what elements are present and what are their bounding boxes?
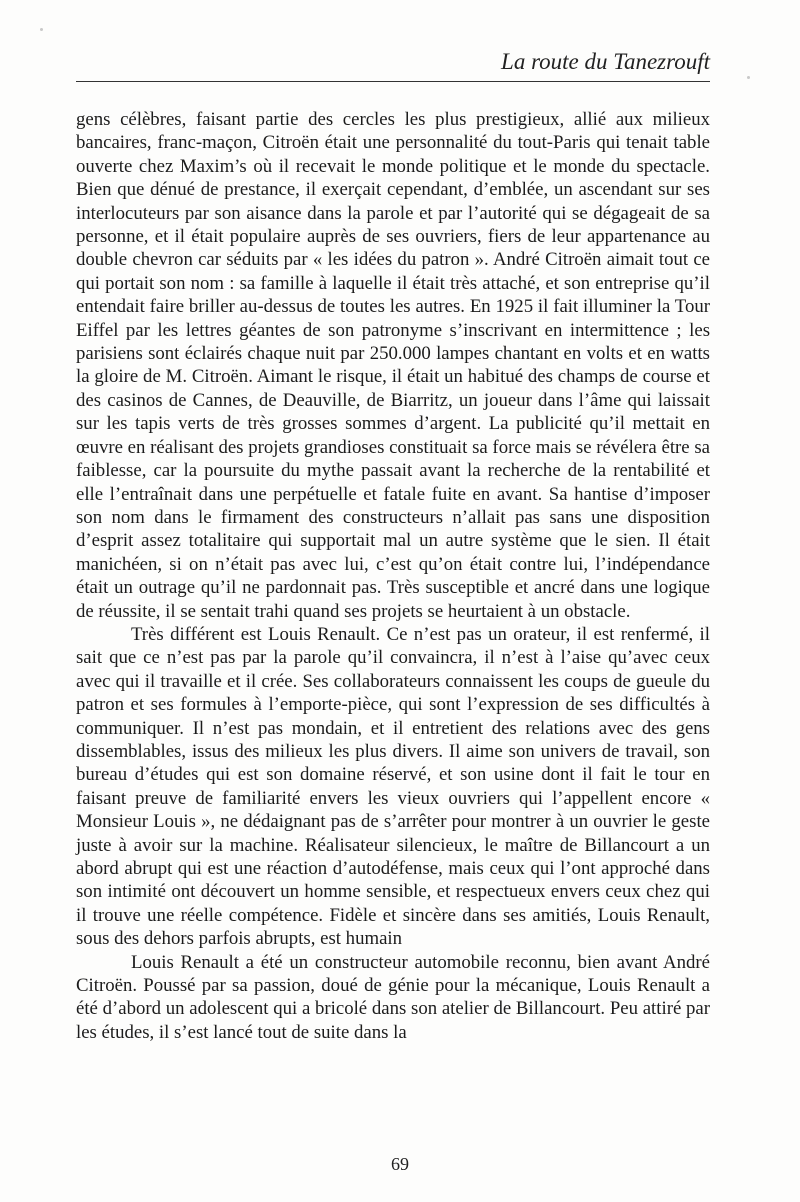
page-number: 69 (391, 1154, 409, 1174)
body-text (76, 108, 710, 1044)
paragraph-3: Louis Renault a été un constructeur automobile reconnu, bien avant André Citroën. Poussé par sa passion, doué de génie pour la mécanique, Louis Renault a été d’abord un adolescent qui a bricolé dans son atelier de Billancourt. Peu attiré par les études, il s’est lancé tout de suite dans la (76, 951, 710, 1043)
scan-speck (40, 28, 43, 31)
header-rule (76, 81, 710, 82)
paragraph-1: gens célèbres, faisant partie des cercles les plus prestigieux, allié aux milieux bancaires, franc-maçon, Citroën était une personnalité du tout-Paris qui tenait table ouverte chez Maxim’s où il recevait le monde politique et le monde du spectacle. Bien que dénué de prestance, il exerçait cependant, d’emblée, un ascendant sur ses interlocuteurs par son aisance dans la parole et par l’autorité qui se dégageait de sa personne, et il était populaire auprès de ses ouvriers, fiers de leur appartenance au double chevron car séduits par « les idées du patron ». André Citroën aimait tout ce qui portait son nom : sa famille à laquelle il était très attaché, et son entreprise qu’il entendait faire briller au-dessus de toutes les autres. En 1925 il fait illuminer la Tour Eiffel par les lettres géantes de son patronyme s’inscrivant en intermittence ; les parisiens sont éclairés chaque nuit par 250.000 lampes chantant en volts et en watts la gloire de M. Citroën. Aimant le risque, il était un habitué des champs de course et des casinos de Cannes, de Deauville, de Biarritz, un joueur dans l’âme qui laissait sur les tapis verts de très grosses sommes d’argent. La publicité qu’il mettait en œuvre en réalisant des projets grandioses constituait sa force mais se révélera être sa faiblesse, car la poursuite du mythe passait avant la recherche de la rentabilité et elle l’entraînait dans une perpétuelle et fatale fuite en avant. Sa hantise d’imposer son nom dans le firmament des constructeurs n’allait pas sans une disposition d’esprit assez totalitaire qui supportait mal un autre système que le sien. Il était manichéen, si on n’était pas avec lui, c’est qu’on était contre lui, l’indépendance était un outrage qu’il ne pardonnait pas. Très susceptible et ancré dans une logique de réussite, il se sentait trahi quand ses projets se heurtaient à un obstacle. (76, 109, 710, 622)
paragraph-2: Très différent est Louis Renault. Ce n’est pas un orateur, il est renfermé, il sait que ce n’est pas par la parole qu’il convaincra, il n’est à l’aise qu’avec ceux avec qui il travaille et il crée. Ses collaborateurs connaissent les coups de gueule du patron et ses formules à l’emporte-pièce, qui sont l’expression de ses difficultés à communiquer. Il n’est pas mondain, et il entretient des relations avec des gens dissemblables, issus des milieux les plus divers. Il aime son univers de travail, son bureau d’études qui est son domaine réservé, et son usine dont il fait le tour en faisant preuve de familiarité envers les vieux ouvriers qui l’appellent encore « Monsieur Louis », ne dédaignant pas de s’arrêter pour montrer à un ouvrier le geste juste à avoir sur la machine. Réalisateur silencieux, le maître de Billancourt a un abord abrupt qui est une réaction d’autodéfense, mais ceux qui l’ont approché dans son intimité ont découvert un homme sensible, et respectueux envers ceux chez qui il trouve une réelle compétence. Fidèle et sincère dans ses amitiés, Louis Renault, sous des dehors parfois abrupts, est humain (76, 623, 710, 950)
scan-speck (747, 76, 750, 79)
running-head: La route du Tanezrouft (501, 49, 710, 74)
